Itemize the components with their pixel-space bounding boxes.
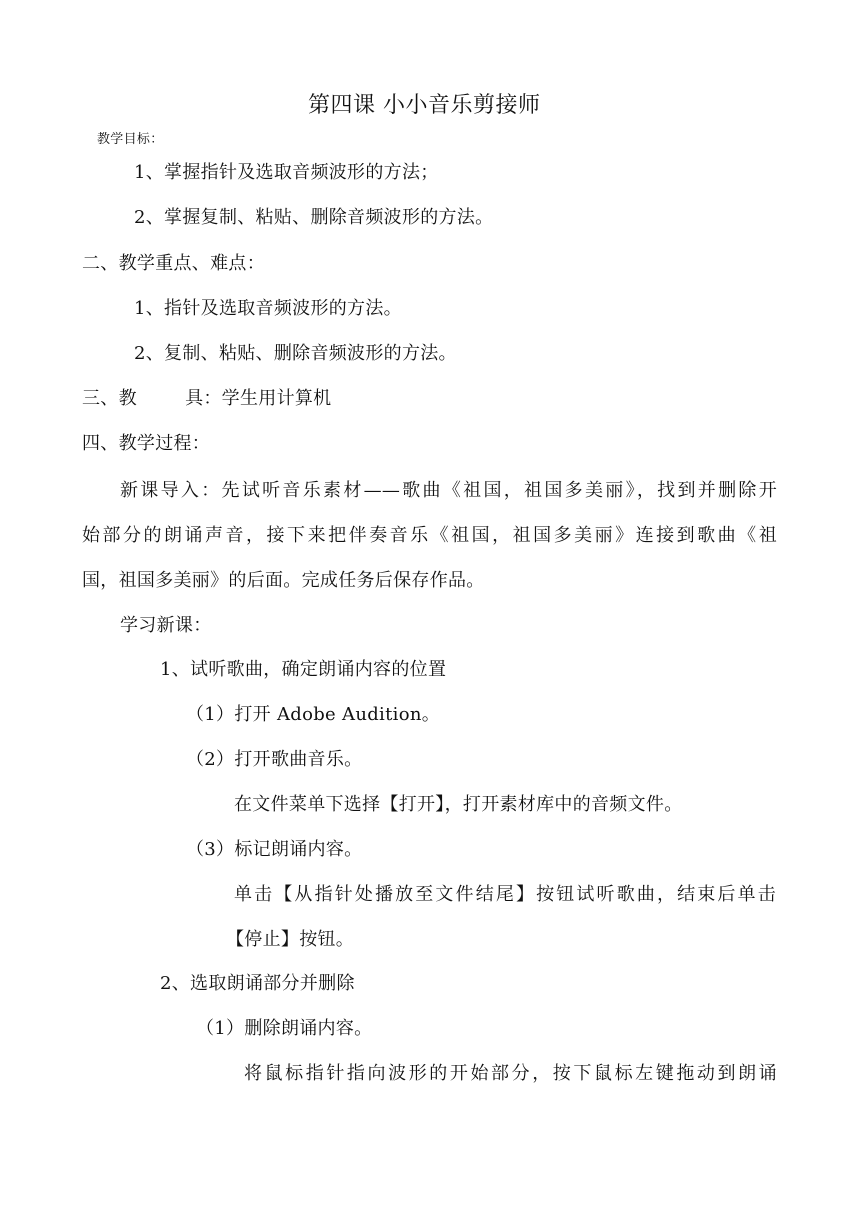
section-heading-key-points: 二、教学重点、难点： bbox=[82, 253, 265, 274]
substep-item: （2）打开歌曲音乐。 bbox=[186, 749, 363, 770]
key-point-item: 1、指针及选取音频波形的方法。 bbox=[134, 298, 402, 319]
intro-paragraph-line: 新课导入：先试听音乐素材——歌曲《祖国，祖国多美丽》，找到并删除开 bbox=[120, 480, 777, 501]
intro-paragraph-line: 国，祖国多美丽》的后面。完成任务后保存作品。 bbox=[82, 570, 485, 591]
step-heading: 1、试听歌曲，确定朗诵内容的位置 bbox=[160, 659, 447, 680]
intro-paragraph-line: 始部分的朗诵声音，接下来把伴奏音乐《祖国，祖国多美丽》连接到歌曲《祖 bbox=[82, 525, 777, 546]
page-title: 第四课 小小音乐剪接师 bbox=[308, 93, 541, 118]
objective-item: 2、掌握复制、粘贴、删除音频波形的方法。 bbox=[134, 207, 494, 228]
substep-detail: 【停止】按钮。 bbox=[226, 929, 355, 950]
substep-detail: 单击【从指针处播放至文件结尾】按钮试听歌曲，结束后单击 bbox=[234, 884, 776, 905]
step-heading: 2、选取朗诵部分并删除 bbox=[160, 973, 355, 994]
objective-item: 1、掌握指针及选取音频波形的方法； bbox=[134, 162, 439, 183]
substep-item: （1）打开 Adobe Audition。 bbox=[186, 704, 441, 725]
substep-detail: 在文件菜单下选择【打开】，打开素材库中的音频文件。 bbox=[234, 794, 683, 815]
section-heading-process: 四、教学过程： bbox=[82, 433, 211, 454]
learn-new-label: 学习新课： bbox=[120, 615, 212, 636]
objectives-label: 教学目标： bbox=[97, 132, 164, 147]
substep-item: （3）标记朗诵内容。 bbox=[186, 839, 363, 860]
key-point-item: 2、复制、粘贴、删除音频波形的方法。 bbox=[134, 343, 457, 364]
section-heading-tools: 三、教 具：学生用计算机 bbox=[82, 388, 332, 409]
substep-item: （1）删除朗诵内容。 bbox=[196, 1018, 373, 1039]
substep-detail: 将鼠标指针指向波形的开始部分，按下鼠标左键拖动到朗诵 bbox=[244, 1063, 777, 1084]
